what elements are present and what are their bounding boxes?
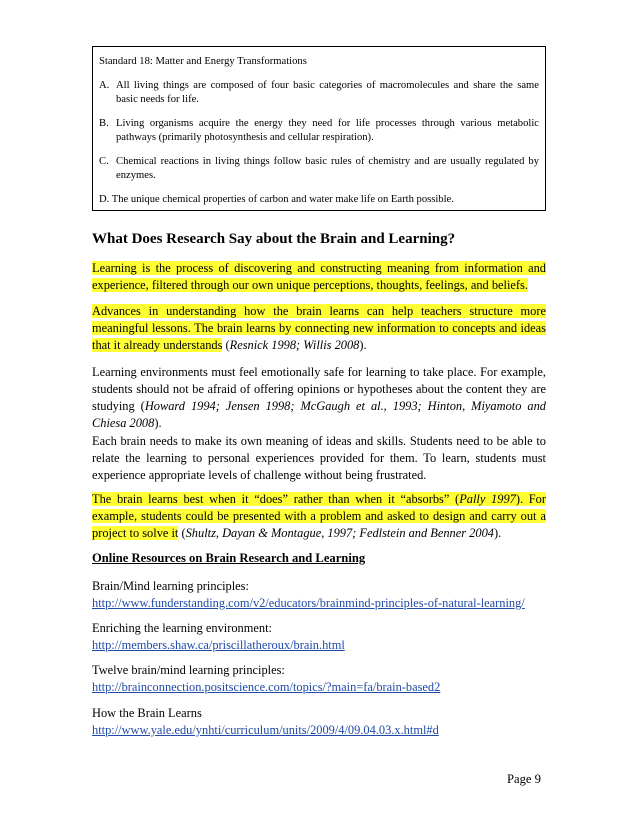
standard-item-d bbox=[99, 193, 539, 207]
section-heading: What Does Research Say about the Brain and Learning? bbox=[92, 231, 456, 247]
standard-item-text: Living organisms acquire the energy they need for life processes through various metabolic pathways (primarily photosynthesis and cellular respiration). bbox=[116, 118, 539, 143]
standard-title: Standard 18: Matter and Energy Transformations bbox=[99, 56, 307, 67]
standard-item-letter: D. bbox=[99, 194, 110, 205]
citation: Shultz, Dayan & Montague, 1997; Fedlstein and Benner 2004 bbox=[185, 526, 494, 540]
paragraph-text: Each brain needs to make its own meaning of ideas and skills. Students need to be able to relate the learning to personal experiences provided for them. To learn, students must experience appropriate levels of challenge without being frustrated. bbox=[92, 434, 546, 482]
highlighted-text: The brain learns best when it “does” rather than when it “absorbs” ( bbox=[92, 492, 460, 506]
standard-item-text: All living things are composed of four basic categories of macromolecules and share the same basic needs for life. bbox=[116, 80, 539, 105]
resource-link[interactable]: http://members.shaw.ca/priscillatheroux/brain.html bbox=[92, 638, 345, 652]
resource-link[interactable]: http://brainconnection.positscience.com/topics/?main=fa/brain-based2 bbox=[92, 680, 441, 694]
punctuation: ). bbox=[359, 338, 367, 352]
citation: Pally 1997 bbox=[459, 492, 516, 506]
highlighted-text: Learning is the process of discovering and constructing meaning from information and experience, filtered through our own unique perceptions, thoughts, feelings, and beliefs. bbox=[92, 261, 546, 292]
highlighted-text: Advances in understanding how the brain learns can help teachers structure more meaningful lessons. The brain learns by connecting new information to concepts and ideas that it already understands bbox=[92, 304, 546, 352]
punctuation: ). bbox=[493, 526, 502, 540]
highlighted-text: ). For example, students could be presented with a problem and asked to design and carry out a project to solve it bbox=[92, 492, 546, 540]
standard-item-letter: B. bbox=[99, 118, 109, 129]
standard-box bbox=[92, 46, 546, 211]
paragraph-advances bbox=[92, 303, 546, 354]
page-number: Page 9 bbox=[507, 772, 541, 786]
resource-item bbox=[92, 620, 548, 654]
standard-item-letter: A. bbox=[99, 80, 110, 91]
paragraph-learning-by-doing bbox=[92, 491, 546, 542]
resource-label: Twelve brain/mind learning principles: bbox=[92, 663, 285, 677]
standard-item-letter: C. bbox=[99, 156, 109, 167]
paragraph-learning-definition bbox=[92, 260, 546, 294]
punctuation: ( bbox=[178, 526, 186, 540]
resource-item bbox=[92, 662, 548, 696]
resource-label: Brain/Mind learning principles: bbox=[92, 579, 249, 593]
standard-item-c bbox=[99, 155, 539, 183]
paragraph-text: Learning environments must feel emotionally safe for learning to take place. For example, students should not be afraid of offering opinions or hypotheses about the content they are studying ( bbox=[92, 365, 546, 413]
citation: Resnick 1998; Willis 2008 bbox=[229, 338, 360, 352]
paragraph-emotional-safety bbox=[92, 364, 546, 432]
standard-item-text: Chemical reactions in living things follow basic rules of chemistry and are usually regulated by enzymes. bbox=[116, 156, 539, 181]
citation: Howard 1994; Jensen 1998; McGaugh et al., 1993; Hinton, Miyamoto and Chiesa 2008 bbox=[92, 399, 546, 430]
punctuation: ). bbox=[154, 416, 162, 430]
paragraph-meaning bbox=[92, 433, 546, 484]
standard-item-a bbox=[99, 79, 539, 107]
resource-item bbox=[92, 705, 548, 739]
resource-link[interactable]: http://www.yale.edu/ynhti/curriculum/units/2009/4/09.04.03.x.html#d bbox=[92, 723, 439, 737]
resource-label: Enriching the learning environment: bbox=[92, 621, 272, 635]
resources-heading: Online Resources on Brain Research and Learning bbox=[92, 551, 366, 565]
punctuation: ( bbox=[222, 338, 230, 352]
standard-item-b bbox=[99, 117, 539, 145]
resource-label: How the Brain Learns bbox=[92, 706, 202, 720]
resource-item bbox=[92, 578, 548, 612]
standard-item-text: The unique chemical properties of carbon and water make life on Earth possible. bbox=[111, 194, 454, 205]
resource-link[interactable]: http://www.funderstanding.com/v2/educators/brainmind-principles-of-natural-learning/ bbox=[92, 596, 525, 610]
